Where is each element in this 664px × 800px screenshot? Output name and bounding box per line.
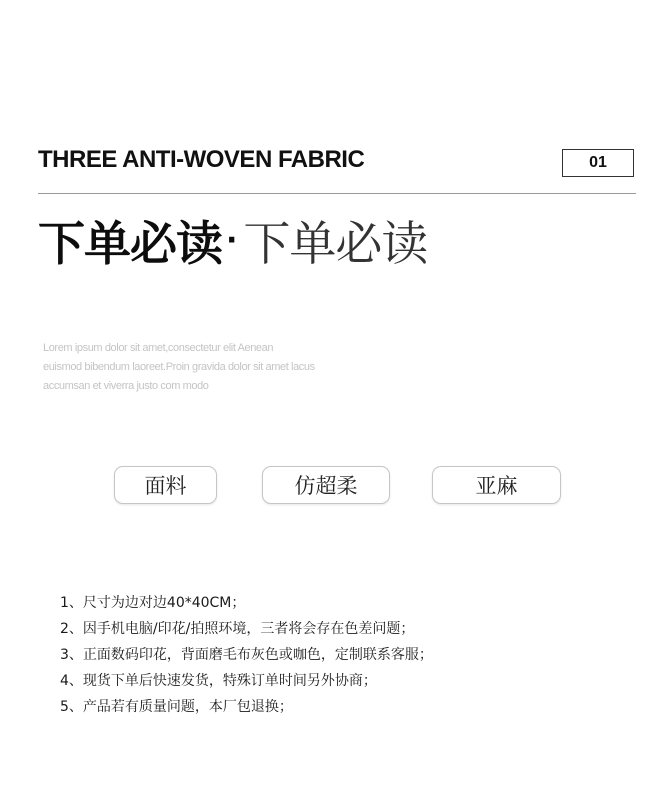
- list-item: 5、产品若有质量问题，本厂包退换；: [60, 699, 293, 715]
- header-divider: [38, 193, 636, 194]
- lorem-line: accumsan et viverra justo com modo: [43, 380, 209, 392]
- list-item: 4、现货下单后快速发货，特殊订单时间另外协商；: [60, 673, 377, 689]
- order-notes-list: [60, 590, 433, 720]
- section-number-badge: 01: [562, 149, 634, 177]
- heading-light-text: 下单必读: [243, 216, 428, 272]
- list-item: 2、因手机电脑/印花/拍照环境，三者将会存在色差问题；: [60, 621, 415, 637]
- lorem-line: euismod bibendum laoreet.Proin gravida dolor sit amet lacus: [43, 361, 315, 373]
- list-item: 3、正面数码印花，背面磨毛布灰色或咖色，定制联系客服；: [60, 647, 433, 663]
- list-item: 1、尺寸为边对边40*40CM；: [60, 595, 246, 611]
- section-title: THREE ANTI-WOVEN FABRIC: [38, 146, 365, 173]
- tag-fabric[interactable]: 面料: [114, 466, 217, 504]
- tag-linen[interactable]: 亚麻: [432, 466, 561, 504]
- heading-separator: ·: [226, 222, 238, 258]
- tag-super-soft[interactable]: 仿超柔: [262, 466, 390, 504]
- main-heading: [38, 208, 427, 272]
- lorem-line: Lorem ipsum dolor sit amet,consectetur elit Aenean: [43, 342, 274, 354]
- heading-bold-text: 下单必读: [38, 216, 222, 272]
- lorem-paragraph: [43, 339, 343, 396]
